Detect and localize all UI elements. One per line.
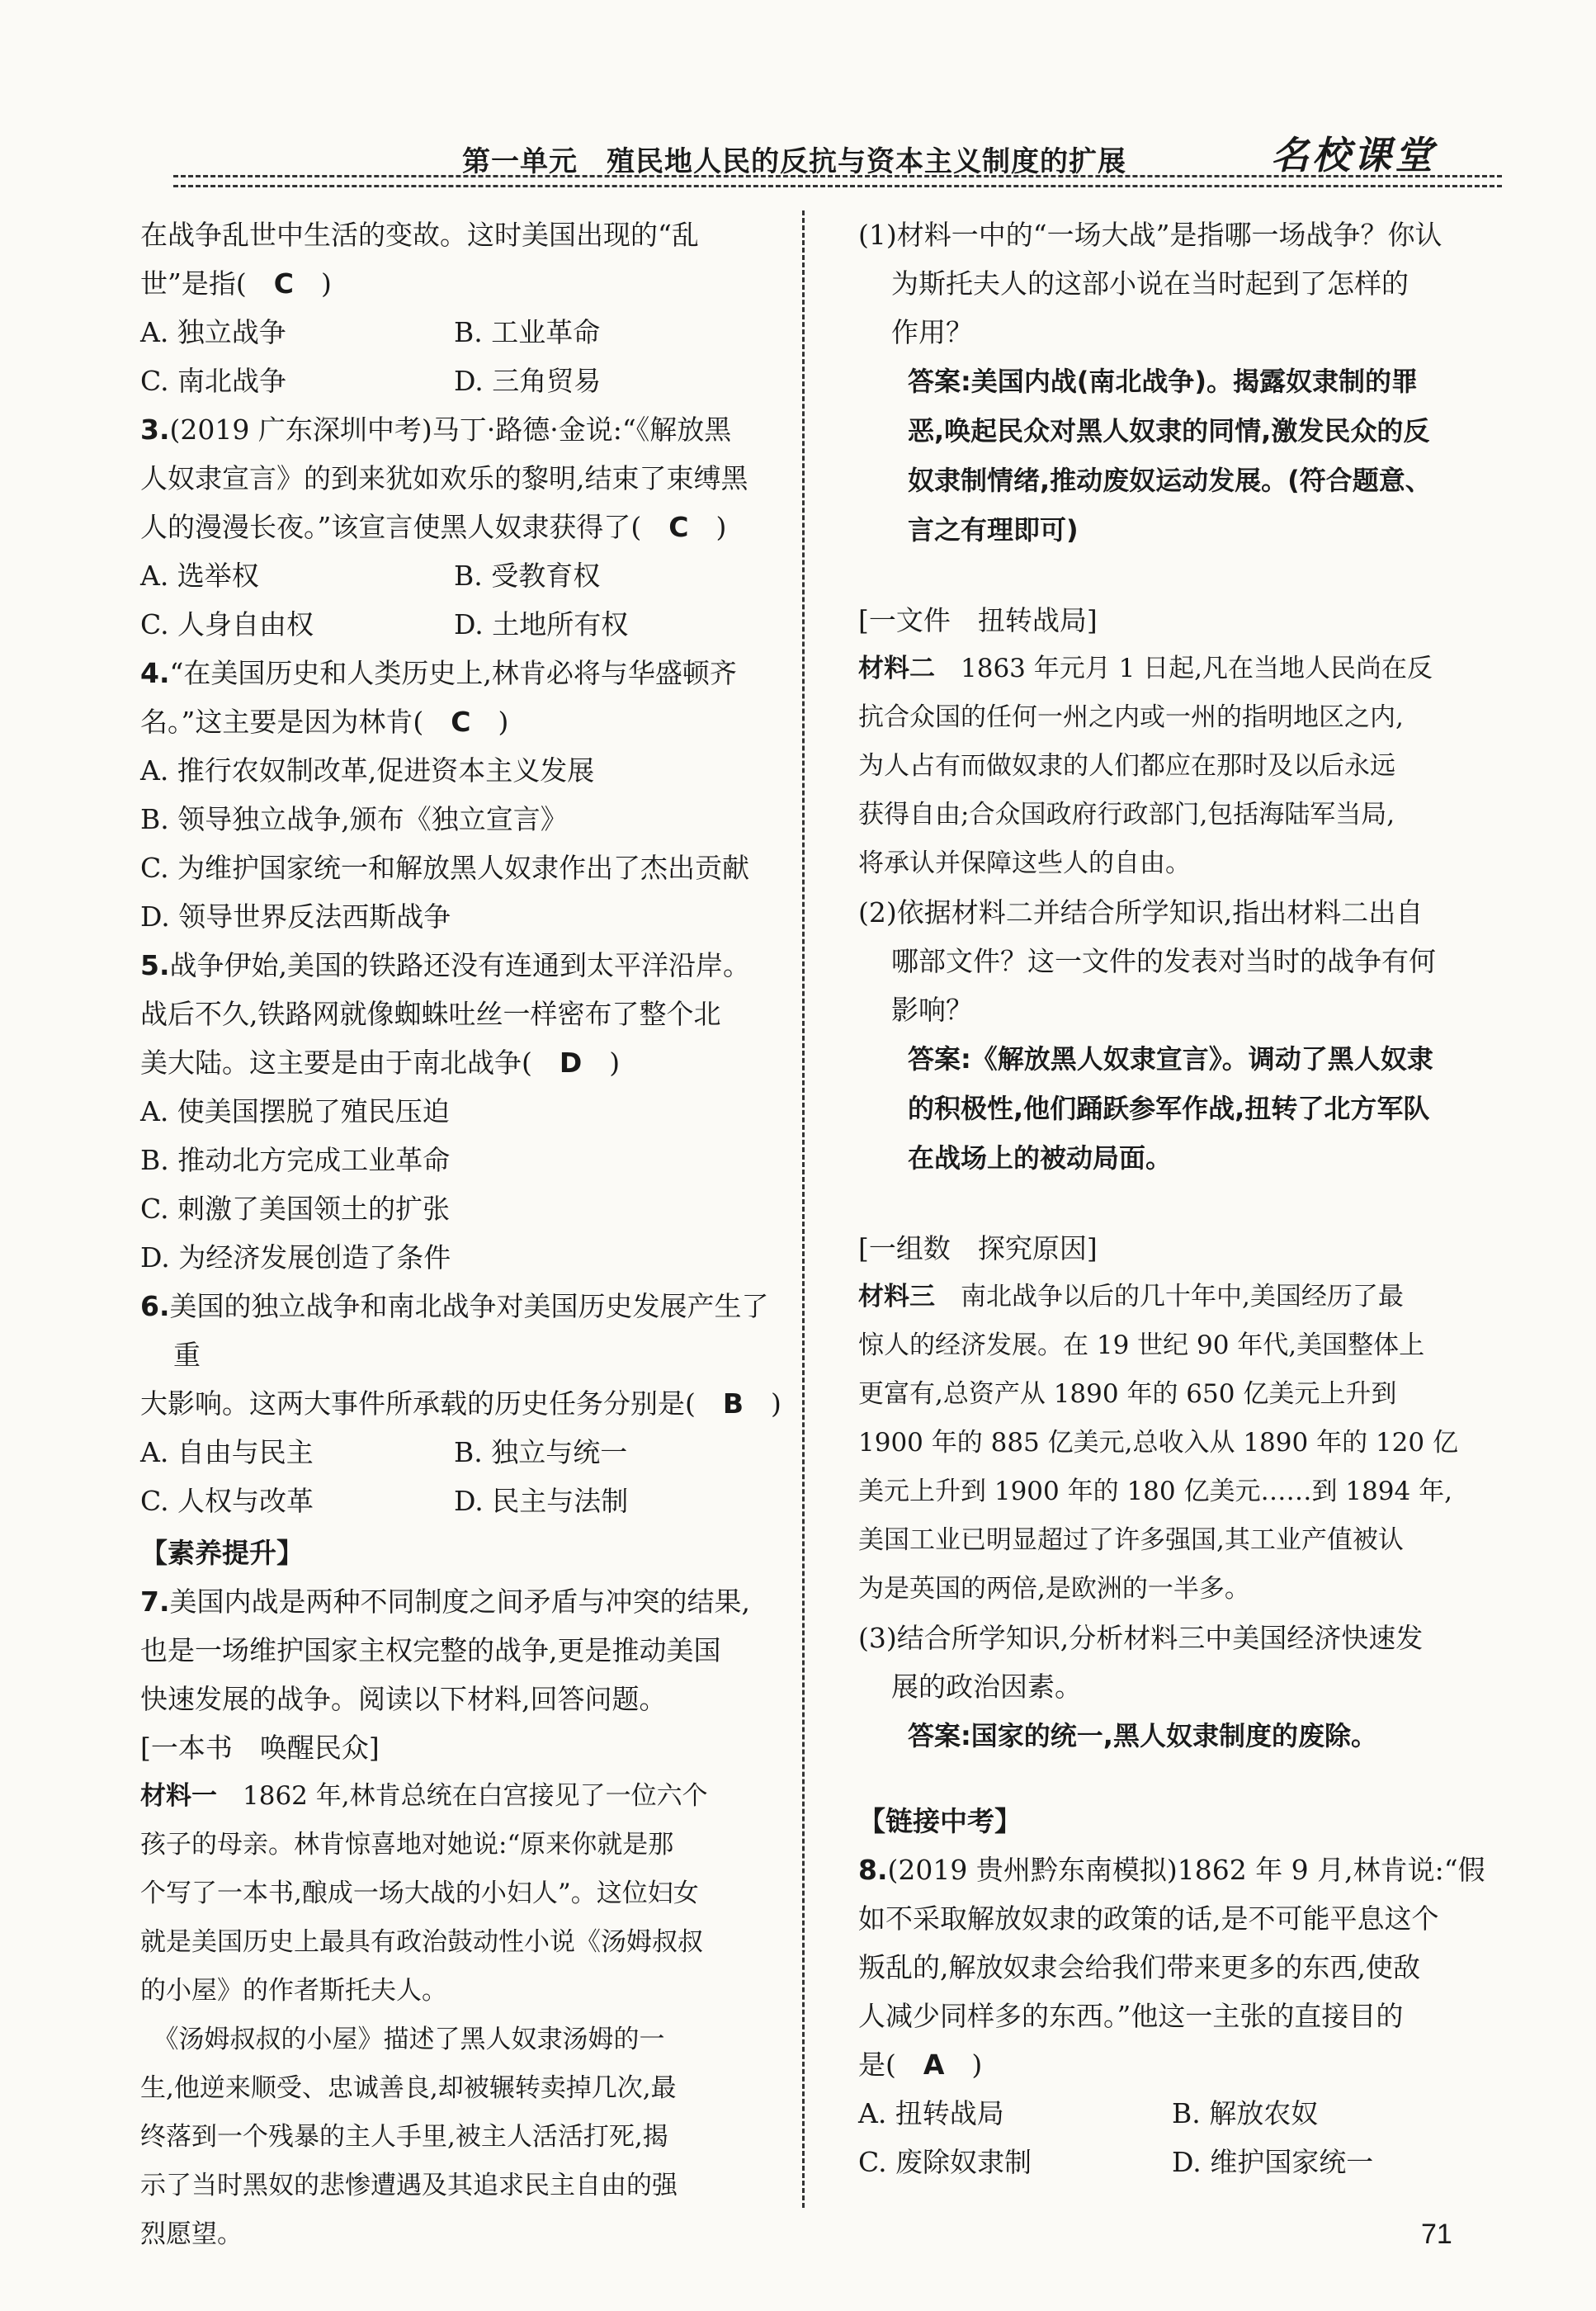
material-title: [一组数 探究原因] — [858, 1232, 1098, 1264]
material-title: [一本书 唤醒民众] — [140, 1732, 380, 1764]
text-line: 人减少同样多的东西。”他这一主张的直接目的 — [858, 2000, 1404, 2032]
material-label: 材料二 — [858, 654, 935, 683]
text-line: (1)材料一中的“一场大战”是指哪一场战争？你认 — [858, 219, 1443, 251]
text-line: 个写了一本书,酿成一场大战的小妇人”。这位妇女 — [140, 1879, 699, 1908]
text-line: 将承认并保障这些人的自由。 — [858, 848, 1191, 878]
text-line: 终落到一个残暴的主人手里,被主人活活打死,揭 — [140, 2122, 668, 2152]
answer-letter: B — [722, 1387, 744, 1420]
question-3 — [140, 405, 792, 649]
option: B. 领导独立战争,颁布《独立宣言》 — [140, 803, 568, 835]
text-line: 8.(2019 贵州黔东南模拟)1862 年 9 月,林肯说:“假 — [858, 1854, 1485, 1886]
answer-line: 答案:《解放黑人奴隶宣言》。调动了黑人奴隶 — [908, 1043, 1433, 1075]
text-line: 在战争乱世中生活的变故。这时美国出现的“乱 — [140, 219, 699, 251]
question-5 — [140, 941, 792, 1282]
question-number: 5. — [140, 949, 170, 981]
options-row — [140, 551, 792, 600]
answer-block — [858, 1034, 1510, 1183]
question-8 — [858, 1845, 1510, 2186]
text-line: (2)依据材料二并结合所学知识,指出材料二出自 — [858, 896, 1424, 929]
options-row — [140, 1477, 792, 1525]
option: C. 南北战争 — [140, 365, 287, 397]
question-number: 8. — [858, 1854, 888, 1886]
text-line: 影响？ — [891, 994, 973, 1026]
page-header — [0, 0, 1596, 190]
options-row — [140, 308, 792, 357]
question-number: 6. — [140, 1290, 170, 1322]
text-line: 战后不久,铁路网就像蜘蛛吐丝一样密布了整个北 — [140, 998, 721, 1030]
option: B. 解放农奴 — [1172, 2097, 1319, 2129]
text-line: 美大陆。这主要是由于南北战争( D ) — [140, 1047, 621, 1079]
subquestion-2 — [858, 888, 1510, 1183]
option: A. 自由与民主 — [140, 1436, 314, 1468]
option: C. 人权与改革 — [140, 1485, 314, 1517]
brand-logo-text: 名校课堂 — [1271, 133, 1436, 177]
answer-line: 恶,唤起民众对黑人奴隶的同情,激发民众的反 — [908, 415, 1430, 447]
answer-letter: A — [923, 2049, 945, 2081]
text-line: 更富有,总资产从 1890 年的 650 亿美元上升到 — [858, 1379, 1397, 1409]
text-line: 7.美国内战是两种不同制度之间矛盾与冲突的结果, — [140, 1586, 750, 1618]
material-two — [858, 645, 1510, 888]
question-2-tail — [140, 210, 792, 405]
text-line: 生,他逆来顺受、忠诚善良,却被辗转卖掉几次,最 — [140, 2073, 677, 2103]
text-line: 的小屋》的作者斯托夫人。 — [140, 1976, 447, 2006]
text-line: 为是英国的两倍,是欧洲的一半多。 — [858, 1574, 1250, 1604]
option: D. 领导世界反法西斯战争 — [140, 900, 451, 933]
text-line: 快速发展的战争。阅读以下材料,回答问题。 — [140, 1683, 667, 1715]
question-number: 4. — [140, 657, 170, 689]
text-line: 如不采取解放奴隶的政策的话,是不可能平息这个 — [858, 1902, 1439, 1935]
right-column — [858, 210, 1510, 2186]
subquestion-3 — [858, 1614, 1510, 1760]
unit-title: 第一单元 殖民地人民的反抗与资本主义制度的扩展 — [462, 145, 1126, 178]
text-line: 烈愿望。 — [140, 2219, 243, 2249]
question-6 — [140, 1282, 792, 1525]
text-line: 材料三 南北战争以后的几十年中,美国经历了最 — [858, 1282, 1404, 1311]
option: C. 为维护国家统一和解放黑人奴隶作出了杰出贡献 — [140, 852, 750, 884]
answer-line: 答案:国家的统一,黑人奴隶制度的废除。 — [908, 1720, 1377, 1751]
question-number: 3. — [140, 414, 170, 446]
option: D. 民主与法制 — [454, 1485, 629, 1517]
answer-letter: D — [559, 1047, 583, 1079]
text-line: 名。”这主要是因为林肯( C ) — [140, 706, 509, 738]
option: A. 推行农奴制改革,促进资本主义发展 — [140, 754, 595, 787]
options-row — [140, 1428, 792, 1477]
text-line: 为人占有而做奴隶的人们都应在那时及以后永远 — [858, 751, 1395, 781]
text-line: 是( A ) — [858, 2049, 983, 2081]
option: A. 选举权 — [140, 560, 259, 592]
option: C. 废除奴隶制 — [858, 2146, 1032, 2178]
text-line: 3.(2019 广东深圳中考)马丁·路德·金说:“《解放黑 — [140, 414, 732, 446]
answer-line: 在战场上的被动局面。 — [908, 1142, 1173, 1174]
answer-letter: C — [668, 511, 689, 543]
answer-line: 答案:美国内战(南北战争)。揭露奴隶制的罪 — [908, 366, 1419, 397]
left-column — [140, 210, 792, 2259]
text-line: 就是美国历史上最具有政治鼓动性小说《汤姆叔叔 — [140, 1927, 703, 1957]
header-rule-bottom — [173, 185, 1502, 187]
text-line: 展的政治因素。 — [891, 1671, 1082, 1703]
section-heading: 【素养提升】 — [140, 1537, 304, 1569]
option: D. 三角贸易 — [454, 365, 602, 397]
option: D. 为经济发展创造了条件 — [140, 1241, 451, 1274]
text-line: 6.美国的独立战争和南北战争对美国历史发展产生了重 — [140, 1290, 769, 1371]
question-7 — [140, 1577, 792, 2259]
material-title: [一文件 扭转战局] — [858, 604, 1098, 636]
text-line: 美元上升到 1900 年的 180 亿美元……到 1894 年, — [858, 1477, 1452, 1506]
option: D. 土地所有权 — [454, 608, 629, 640]
text-line: 5.战争伊始,美国的铁路还没有连通到太平洋沿岸。 — [140, 949, 750, 981]
text-line: (3)结合所学知识,分析材料三中美国经济快速发 — [858, 1622, 1424, 1654]
subquestion-1 — [858, 210, 1510, 555]
text-line: 示了当时黑奴的悲惨遭遇及其追求民主自由的强 — [140, 2171, 678, 2200]
option: B. 推动北方完成工业革命 — [140, 1144, 451, 1176]
option: B. 工业革命 — [454, 316, 601, 348]
question-number: 7. — [140, 1586, 170, 1618]
options-row — [140, 600, 792, 649]
material-three — [858, 1273, 1510, 1614]
material-one — [140, 1772, 792, 2259]
text-line: 孩子的母亲。林肯惊喜地对她说:“原来你就是那 — [140, 1830, 674, 1860]
text-line: 4.“在美国历史和人类历史上,林肯必将与华盛顿齐 — [140, 657, 737, 689]
column-separator — [802, 210, 805, 2208]
text-line: 叛乱的,解放奴隶会给我们带来更多的东西,使敌 — [858, 1951, 1420, 1983]
text-line: 哪部文件？这一文件的发表对当时的战争有何 — [891, 945, 1436, 977]
text-line: 《汤姆叔叔的小屋》描述了黑人奴隶汤姆的一 — [140, 2025, 665, 2054]
text-line: 世”是指( C ) — [140, 267, 332, 300]
question-4 — [140, 649, 792, 941]
text-line: 惊人的经济发展。在 19 世纪 90 年代,美国整体上 — [858, 1330, 1425, 1360]
material-label: 材料三 — [858, 1282, 935, 1311]
text-line: 人的漫漫长夜。”该宣言使黑人奴隶获得了( C ) — [140, 511, 727, 543]
options-row — [858, 2138, 1510, 2186]
answer-block — [858, 357, 1510, 555]
text-line: 作用？ — [891, 316, 973, 348]
option: C. 刺激了美国领土的扩张 — [140, 1193, 451, 1225]
material-label: 材料一 — [140, 1781, 217, 1811]
answer-block — [858, 1711, 1510, 1760]
text-line: 材料一 1862 年,林肯总统在白宫接见了一位六个 — [140, 1781, 708, 1811]
answer-line: 奴隶制情绪,推动废奴运动发展。(符合题意、 — [908, 465, 1432, 496]
text-line: 1900 年的 885 亿美元,总收入从 1890 年的 120 亿 — [858, 1428, 1458, 1458]
answer-line: 言之有理即可) — [908, 514, 1079, 546]
text-line: 也是一场维护国家主权完整的战争,更是推动美国 — [140, 1634, 721, 1666]
text-line: 人奴隶宣言》的到来犹如欢乐的黎明,结束了束缚黑 — [140, 462, 748, 494]
header-rule-top — [173, 175, 1502, 177]
text-line: 为斯托夫人的这部小说在当时起到了怎样的 — [891, 267, 1409, 300]
text-line: 抗合众国的任何一州之内或一州的指明地区之内, — [858, 702, 1404, 732]
option: A. 扭转战局 — [858, 2097, 1004, 2129]
section-heading: 【链接中考】 — [858, 1805, 1022, 1837]
option: B. 受教育权 — [454, 560, 601, 592]
text-line: 获得自由;合众国政府行政部门,包括海陆军当局, — [858, 800, 1395, 829]
options-row — [140, 357, 792, 405]
text-line: 美国工业已明显超过了许多强国,其工业产值被认 — [858, 1525, 1404, 1555]
option: B. 独立与统一 — [454, 1436, 628, 1468]
page-number: 71 — [1421, 2219, 1452, 2250]
options-row — [858, 2089, 1510, 2138]
option: A. 独立战争 — [140, 316, 286, 348]
option: C. 人身自由权 — [140, 608, 314, 640]
option: D. 维护国家统一 — [1172, 2146, 1374, 2178]
answer-letter: C — [451, 706, 471, 738]
text-line: 大影响。这两大事件所承载的历史任务分别是( B ) — [140, 1387, 781, 1420]
answer-letter: C — [273, 267, 294, 300]
answer-line: 的积极性,他们踊跃参军作战,扭转了北方军队 — [908, 1093, 1430, 1124]
option: A. 使美国摆脱了殖民压迫 — [140, 1095, 450, 1127]
text-line: 材料二 1863 年元月 1 日起,凡在当地人民尚在反 — [858, 654, 1433, 683]
